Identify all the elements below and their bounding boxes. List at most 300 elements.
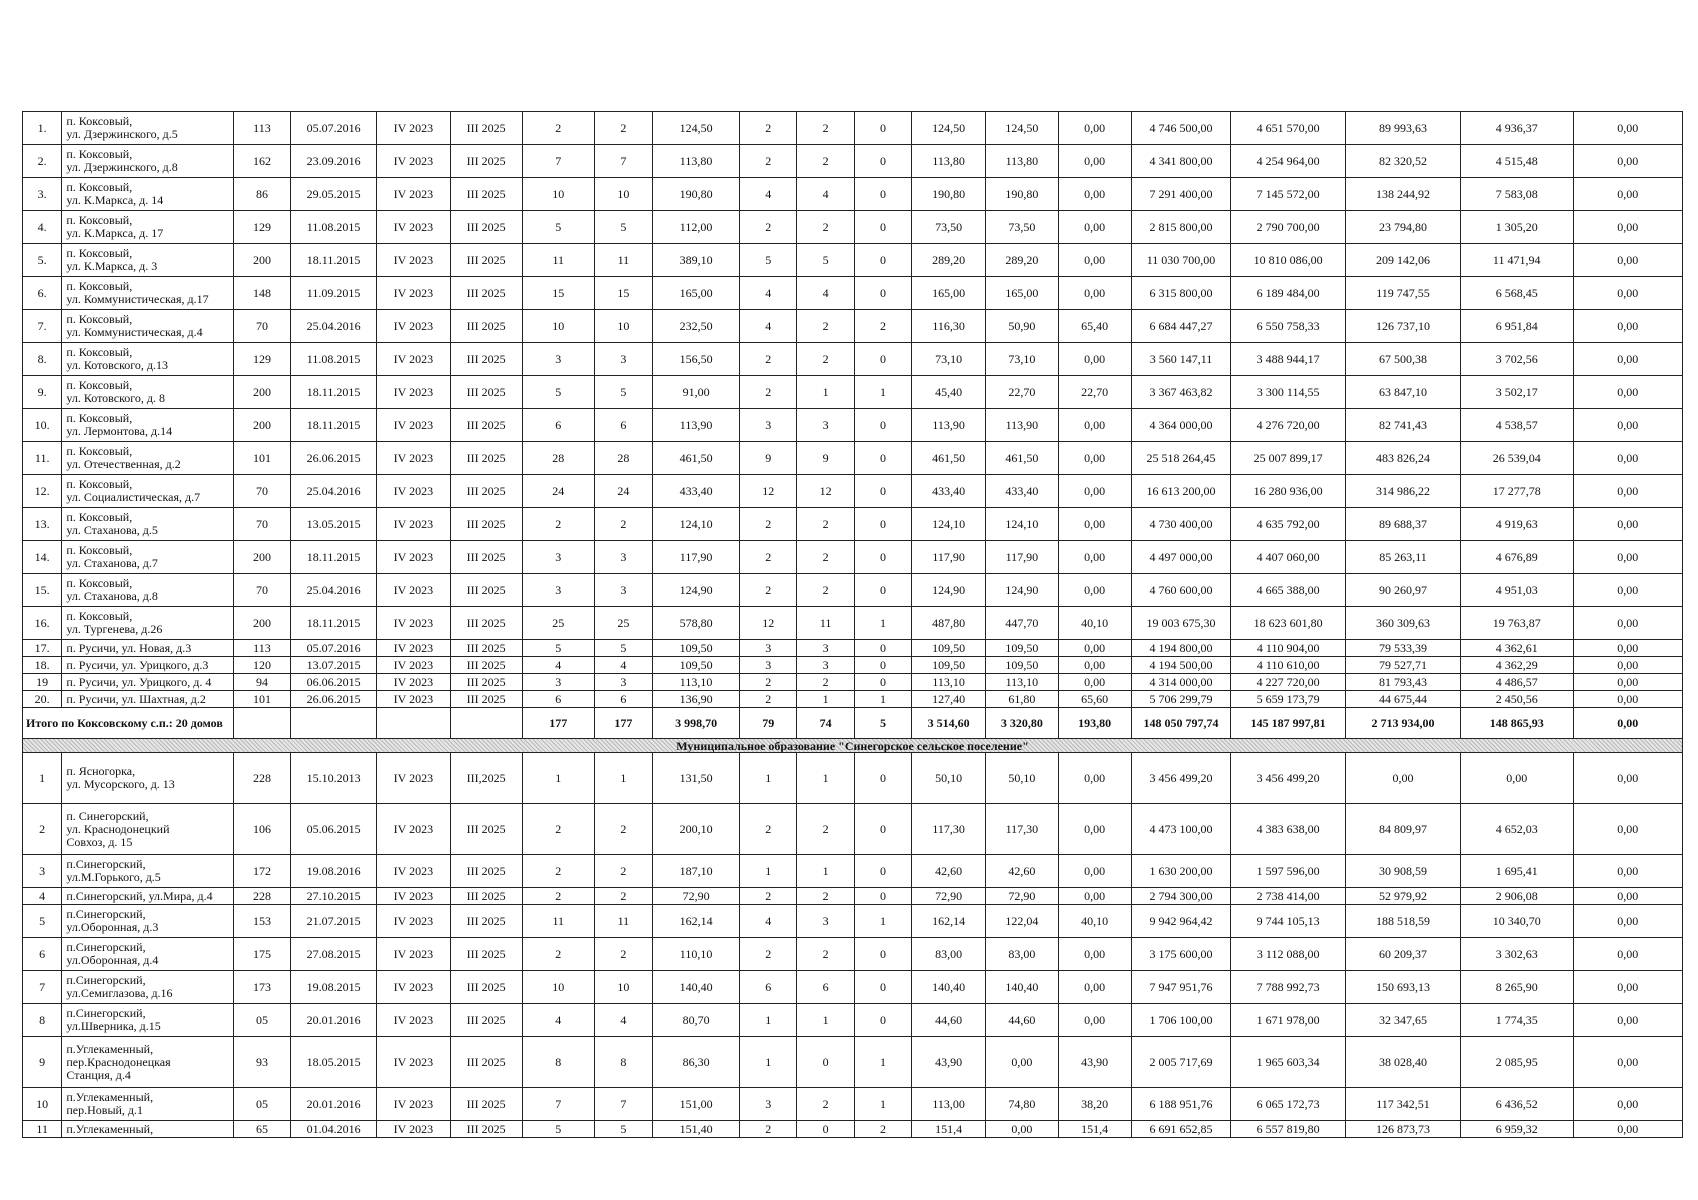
value-cell: 2	[740, 112, 797, 145]
address-cell	[62, 409, 234, 442]
value-cell: 120	[234, 657, 291, 674]
table-row	[23, 442, 1683, 475]
value-cell: 151,4	[911, 1121, 985, 1138]
value-cell: 81 793,43	[1346, 674, 1461, 691]
address-line: ул. Стаханова, д.8	[66, 589, 158, 603]
value-cell: 50,10	[986, 753, 1058, 804]
value-cell: 228	[234, 888, 291, 905]
value-cell: 5	[797, 244, 855, 277]
value-cell: 0	[855, 971, 912, 1004]
table-row	[23, 508, 1683, 541]
value-cell: 0,00	[1058, 1004, 1131, 1037]
table-row	[23, 178, 1683, 211]
total-value: 177	[522, 708, 594, 739]
value-cell: 0,00	[1573, 211, 1682, 244]
address-line: п. Коксовый,	[66, 279, 133, 293]
value-cell: 25 518 264,45	[1131, 442, 1231, 475]
value-cell: IV 2023	[377, 971, 450, 1004]
value-cell: 106	[234, 804, 291, 855]
value-cell: IV 2023	[377, 112, 450, 145]
value-cell: 12	[797, 475, 855, 508]
value-cell: 3 300 114,55	[1231, 376, 1346, 409]
value-cell: 3	[522, 574, 594, 607]
value-cell: 6	[522, 409, 594, 442]
value-cell: 6 684 447,27	[1131, 310, 1231, 343]
row-number: 15.	[23, 574, 62, 607]
value-cell: 2	[522, 804, 594, 855]
value-cell: 3	[797, 640, 855, 657]
value-cell: IV 2023	[377, 1004, 450, 1037]
table-row	[23, 640, 1683, 657]
value-cell: 9 942 964,42	[1131, 905, 1231, 938]
address-line: п. Ясногорка,	[66, 764, 136, 778]
value-cell: 3	[797, 905, 855, 938]
address-line: п. Коксовый,	[66, 147, 133, 161]
value-cell: 3	[522, 343, 594, 376]
value-cell: IV 2023	[377, 657, 450, 674]
address-cell	[62, 475, 234, 508]
address-cell	[62, 1004, 234, 1037]
total-value: 3 514,60	[911, 708, 985, 739]
value-cell: IV 2023	[377, 607, 450, 640]
address-line: п. Коксовый,	[66, 213, 133, 227]
value-cell: 3 488 944,17	[1231, 343, 1346, 376]
value-cell: 05	[234, 1004, 291, 1037]
value-cell: 109,50	[652, 657, 739, 674]
value-cell: 0	[855, 574, 912, 607]
value-cell: 91,00	[652, 376, 739, 409]
value-cell: 23 794,80	[1346, 211, 1461, 244]
value-cell: IV 2023	[377, 753, 450, 804]
value-cell: 113,00	[911, 1088, 985, 1121]
value-cell: 140,40	[911, 971, 985, 1004]
value-cell: 67 500,38	[1346, 343, 1461, 376]
address-line: п.Синегорский, ул.Мира, д.4	[66, 889, 213, 903]
value-cell: 5	[522, 211, 594, 244]
value-cell: 188 518,59	[1346, 905, 1461, 938]
value-cell: 73,10	[911, 343, 985, 376]
value-cell: 3 302,63	[1460, 938, 1573, 971]
value-cell: 461,50	[986, 442, 1058, 475]
value-cell: 2	[797, 1088, 855, 1121]
value-cell: 6	[594, 691, 652, 708]
value-cell: 6 691 652,85	[1131, 1121, 1231, 1138]
address-line: п.Углекаменный,	[66, 1122, 154, 1136]
address-cell	[62, 574, 234, 607]
table-row	[23, 343, 1683, 376]
value-cell: III 2025	[450, 1004, 522, 1037]
value-cell: 82 320,52	[1346, 145, 1461, 178]
value-cell: 131,50	[652, 753, 739, 804]
value-cell: 8	[594, 1037, 652, 1088]
value-cell: 10 810 086,00	[1231, 244, 1346, 277]
value-cell: 18.11.2015	[290, 541, 376, 574]
value-cell: 150 693,13	[1346, 971, 1461, 1004]
value-cell: 0	[855, 442, 912, 475]
value-cell: 8 265,90	[1460, 971, 1573, 1004]
value-cell: 6 188 951,76	[1131, 1088, 1231, 1121]
value-cell: 1	[797, 691, 855, 708]
value-cell: 0	[797, 1037, 855, 1088]
value-cell: IV 2023	[377, 211, 450, 244]
value-cell: 1 774,35	[1460, 1004, 1573, 1037]
total-row	[23, 708, 1683, 739]
address-line: ул. Мусорского, д. 13	[66, 777, 175, 791]
value-cell: IV 2023	[377, 804, 450, 855]
value-cell: 0,00	[1058, 112, 1131, 145]
value-cell: 6 189 484,00	[1231, 277, 1346, 310]
value-cell: III 2025	[450, 376, 522, 409]
value-cell: 13.05.2015	[290, 508, 376, 541]
address-cell	[62, 1088, 234, 1121]
value-cell: 116,30	[911, 310, 985, 343]
value-cell: 7 583,08	[1460, 178, 1573, 211]
row-number: 8	[23, 1004, 62, 1037]
value-cell: 63 847,10	[1346, 376, 1461, 409]
total-value: 74	[797, 708, 855, 739]
address-line: п.Синегорский,	[66, 940, 146, 954]
address-line: п. Коксовый,	[66, 345, 133, 359]
value-cell: 83,00	[911, 938, 985, 971]
value-cell: 0,00	[1573, 376, 1682, 409]
total-value: 79	[740, 708, 797, 739]
value-cell: 3 456 499,20	[1231, 753, 1346, 804]
row-number: 5	[23, 905, 62, 938]
row-number: 10.	[23, 409, 62, 442]
address-cell	[62, 1037, 234, 1088]
value-cell: 0,00	[1573, 1121, 1682, 1138]
value-cell: 2	[797, 674, 855, 691]
value-cell: III 2025	[450, 1037, 522, 1088]
value-cell: 153	[234, 905, 291, 938]
value-cell: 4	[740, 277, 797, 310]
value-cell: 01.04.2016	[290, 1121, 376, 1138]
value-cell: 11.08.2015	[290, 343, 376, 376]
value-cell: 2	[740, 938, 797, 971]
address-line: ул.Шверника, д.15	[66, 1019, 161, 1033]
value-cell: 2 815 800,00	[1131, 211, 1231, 244]
value-cell: 70	[234, 508, 291, 541]
value-cell: 18 623 601,80	[1231, 607, 1346, 640]
value-cell: III 2025	[450, 574, 522, 607]
table-row	[23, 112, 1683, 145]
value-cell: 0,00	[1573, 541, 1682, 574]
value-cell: 2 085,95	[1460, 1037, 1573, 1088]
value-cell: 190,80	[986, 178, 1058, 211]
value-cell: 05	[234, 1088, 291, 1121]
value-cell: 7	[522, 1088, 594, 1121]
value-cell: 0,00	[1058, 541, 1131, 574]
value-cell: 43,90	[1058, 1037, 1131, 1088]
value-cell: 6 065 172,73	[1231, 1088, 1346, 1121]
value-cell: 461,50	[652, 442, 739, 475]
value-cell: 209 142,06	[1346, 244, 1461, 277]
value-cell: 11 471,94	[1460, 244, 1573, 277]
value-cell: 15	[522, 277, 594, 310]
table-row	[23, 971, 1683, 1004]
value-cell: 4 486,57	[1460, 674, 1573, 691]
value-cell: III 2025	[450, 112, 522, 145]
address-cell	[62, 1121, 234, 1138]
value-cell: 1	[855, 376, 912, 409]
value-cell: 1	[855, 691, 912, 708]
value-cell: 61,80	[986, 691, 1058, 708]
row-number: 16.	[23, 607, 62, 640]
value-cell: 3 112 088,00	[1231, 938, 1346, 971]
value-cell: 2	[594, 112, 652, 145]
address-line: ул. Дзержинского, д.8	[66, 160, 178, 174]
value-cell: 0,00	[1573, 855, 1682, 888]
value-cell: 0	[855, 475, 912, 508]
value-cell: 0,00	[1573, 938, 1682, 971]
value-cell: 90 260,97	[1346, 574, 1461, 607]
value-cell: 447,70	[986, 607, 1058, 640]
value-cell: 109,50	[986, 657, 1058, 674]
value-cell: 0,00	[1573, 607, 1682, 640]
value-cell: 2	[797, 112, 855, 145]
value-cell: 4 362,29	[1460, 657, 1573, 674]
value-cell: IV 2023	[377, 574, 450, 607]
value-cell: 65,60	[1058, 691, 1131, 708]
value-cell: 2	[797, 804, 855, 855]
value-cell: IV 2023	[377, 938, 450, 971]
value-cell: 94	[234, 674, 291, 691]
value-cell: 19.08.2016	[290, 855, 376, 888]
address-line: ул. Социалистическая, д.7	[66, 490, 201, 504]
value-cell: 4 383 638,00	[1231, 804, 1346, 855]
value-cell: 2	[740, 804, 797, 855]
value-cell: 79 527,71	[1346, 657, 1461, 674]
address-cell	[62, 310, 234, 343]
table-row	[23, 310, 1683, 343]
value-cell: III 2025	[450, 343, 522, 376]
value-cell: 109,50	[986, 640, 1058, 657]
value-cell: III 2025	[450, 674, 522, 691]
value-cell: 18.11.2015	[290, 607, 376, 640]
address-line: ул. Отечественная, д.2	[66, 457, 181, 471]
value-cell: 12	[740, 607, 797, 640]
row-number: 19	[23, 674, 62, 691]
value-cell: 0,00	[1573, 244, 1682, 277]
value-cell: 2	[855, 310, 912, 343]
value-cell: 4 497 000,00	[1131, 541, 1231, 574]
value-cell: 0	[855, 657, 912, 674]
address-line: п. Синегорский,	[66, 808, 149, 823]
value-cell: 4 676,89	[1460, 541, 1573, 574]
total-value: 3 320,80	[986, 708, 1058, 739]
address-line: п.Синегорский,	[66, 857, 146, 871]
total-value: 2 713 934,00	[1346, 708, 1461, 739]
value-cell: 4 473 100,00	[1131, 804, 1231, 855]
value-cell: 45,40	[911, 376, 985, 409]
value-cell: III 2025	[450, 971, 522, 1004]
value-cell: 3	[594, 574, 652, 607]
value-cell: 117,30	[911, 804, 985, 855]
value-cell: 05.07.2016	[290, 640, 376, 657]
value-cell: 3	[740, 640, 797, 657]
value-cell: 8	[522, 1037, 594, 1088]
empty-cell	[290, 708, 376, 739]
value-cell: 117,30	[986, 804, 1058, 855]
address-cell	[62, 277, 234, 310]
value-cell: 4 227 720,00	[1231, 674, 1346, 691]
value-cell: 79 533,39	[1346, 640, 1461, 657]
value-cell: 151,4	[1058, 1121, 1131, 1138]
row-number: 2.	[23, 145, 62, 178]
value-cell: 1	[855, 905, 912, 938]
value-cell: 11.08.2015	[290, 211, 376, 244]
value-cell: 5	[594, 376, 652, 409]
value-cell: 124,50	[652, 112, 739, 145]
total-value: 148 050 797,74	[1131, 708, 1231, 739]
address-cell	[62, 753, 234, 804]
value-cell: 4 515,48	[1460, 145, 1573, 178]
value-cell: 2	[594, 888, 652, 905]
value-cell: 2	[797, 938, 855, 971]
value-cell: 4 652,03	[1460, 804, 1573, 855]
value-cell: IV 2023	[377, 541, 450, 574]
value-cell: 1	[740, 855, 797, 888]
value-cell: 11	[522, 905, 594, 938]
value-cell: 151,40	[652, 1121, 739, 1138]
value-cell: 0	[855, 674, 912, 691]
value-cell: 138 244,92	[1346, 178, 1461, 211]
value-cell: 86,30	[652, 1037, 739, 1088]
value-cell: 4 362,61	[1460, 640, 1573, 657]
value-cell: 52 979,92	[1346, 888, 1461, 905]
value-cell: 9 744 105,13	[1231, 905, 1346, 938]
value-cell: 2	[740, 888, 797, 905]
value-cell: IV 2023	[377, 1088, 450, 1121]
address-cell: п. Русичи, ул. Шахтная, д.2	[62, 691, 234, 708]
value-cell: 9	[797, 442, 855, 475]
value-cell: 289,20	[986, 244, 1058, 277]
value-cell: 72,90	[911, 888, 985, 905]
value-cell: III 2025	[450, 804, 522, 855]
address-cell	[62, 888, 234, 905]
value-cell: 124,10	[986, 508, 1058, 541]
value-cell: 0,00	[1573, 1088, 1682, 1121]
address-line: ул. Котовского, д. 8	[66, 391, 166, 405]
value-cell: 129	[234, 343, 291, 376]
value-cell: 0,00	[1058, 508, 1131, 541]
value-cell: 11	[797, 607, 855, 640]
value-cell: 0,00	[1058, 674, 1131, 691]
value-cell: 0,00	[1573, 971, 1682, 1004]
value-cell: 0,00	[1573, 657, 1682, 674]
value-cell: 389,10	[652, 244, 739, 277]
value-cell: 4 919,63	[1460, 508, 1573, 541]
value-cell: III 2025	[450, 277, 522, 310]
value-cell: 4 651 570,00	[1231, 112, 1346, 145]
value-cell: 124,10	[911, 508, 985, 541]
row-number: 1.	[23, 112, 62, 145]
row-number: 11.	[23, 442, 62, 475]
address-line: ул.Семиглазова, д.16	[66, 986, 173, 1000]
value-cell: 2	[740, 674, 797, 691]
value-cell: 5 706 299,79	[1131, 691, 1231, 708]
value-cell: 26 539,04	[1460, 442, 1573, 475]
table-row	[23, 674, 1683, 691]
value-cell: III 2025	[450, 888, 522, 905]
value-cell: 25 007 899,17	[1231, 442, 1346, 475]
value-cell: 0,00	[1573, 1037, 1682, 1088]
value-cell: 433,40	[986, 475, 1058, 508]
address-line: Станция, д.4	[66, 1067, 131, 1082]
value-cell: 3 702,56	[1460, 343, 1573, 376]
value-cell: 0,00	[1058, 657, 1131, 674]
value-cell: 113,80	[652, 145, 739, 178]
value-cell: 0,00	[1573, 574, 1682, 607]
address-line: ул. Дзержинского, д.5	[66, 127, 178, 141]
value-cell: III 2025	[450, 541, 522, 574]
table-row	[23, 804, 1683, 855]
value-cell: 0	[855, 145, 912, 178]
value-cell: 124,50	[911, 112, 985, 145]
table-row	[23, 376, 1683, 409]
address-line: ул. Коммунистическая, д.4	[66, 325, 203, 339]
value-cell: 0,00	[1058, 971, 1131, 1004]
value-cell: 0,00	[1460, 753, 1573, 804]
address-cell	[62, 541, 234, 574]
value-cell: 4	[594, 1004, 652, 1037]
value-cell: III 2025	[450, 211, 522, 244]
value-cell: 3	[740, 657, 797, 674]
value-cell: 1	[797, 855, 855, 888]
value-cell: III 2025	[450, 855, 522, 888]
value-cell: 16 280 936,00	[1231, 475, 1346, 508]
row-number: 3	[23, 855, 62, 888]
value-cell: 2 450,56	[1460, 691, 1573, 708]
address-line: п.Синегорский,	[66, 973, 146, 987]
address-cell	[62, 376, 234, 409]
value-cell: IV 2023	[377, 888, 450, 905]
value-cell: 0,00	[1573, 691, 1682, 708]
value-cell: 140,40	[986, 971, 1058, 1004]
value-cell: 2	[797, 343, 855, 376]
value-cell: 0,00	[1573, 442, 1682, 475]
value-cell: 7	[522, 145, 594, 178]
table-row	[23, 475, 1683, 508]
value-cell: 4 341 800,00	[1131, 145, 1231, 178]
value-cell: 19 763,87	[1460, 607, 1573, 640]
value-cell: 1	[797, 376, 855, 409]
value-cell: 0	[855, 211, 912, 244]
value-cell: 73,10	[986, 343, 1058, 376]
value-cell: 4 951,03	[1460, 574, 1573, 607]
address-line: ул.Оборонная, д.4	[66, 953, 159, 967]
value-cell: 1	[594, 753, 652, 804]
value-cell: 433,40	[652, 475, 739, 508]
row-number: 20.	[23, 691, 62, 708]
value-cell: 2	[740, 541, 797, 574]
value-cell: 360 309,63	[1346, 607, 1461, 640]
value-cell: 2	[797, 145, 855, 178]
value-cell: 24	[594, 475, 652, 508]
address-line: ул. Стаханова, д.7	[66, 556, 158, 570]
value-cell: 0,00	[1058, 244, 1131, 277]
value-cell: 2 005 717,69	[1131, 1037, 1231, 1088]
value-cell: 3 175 600,00	[1131, 938, 1231, 971]
value-cell: 113,10	[986, 674, 1058, 691]
value-cell: 0	[855, 112, 912, 145]
value-cell: 126 737,10	[1346, 310, 1461, 343]
value-cell: 10	[594, 310, 652, 343]
value-cell: 30 908,59	[1346, 855, 1461, 888]
row-number: 6	[23, 938, 62, 971]
value-cell: 2	[522, 112, 594, 145]
value-cell: IV 2023	[377, 244, 450, 277]
